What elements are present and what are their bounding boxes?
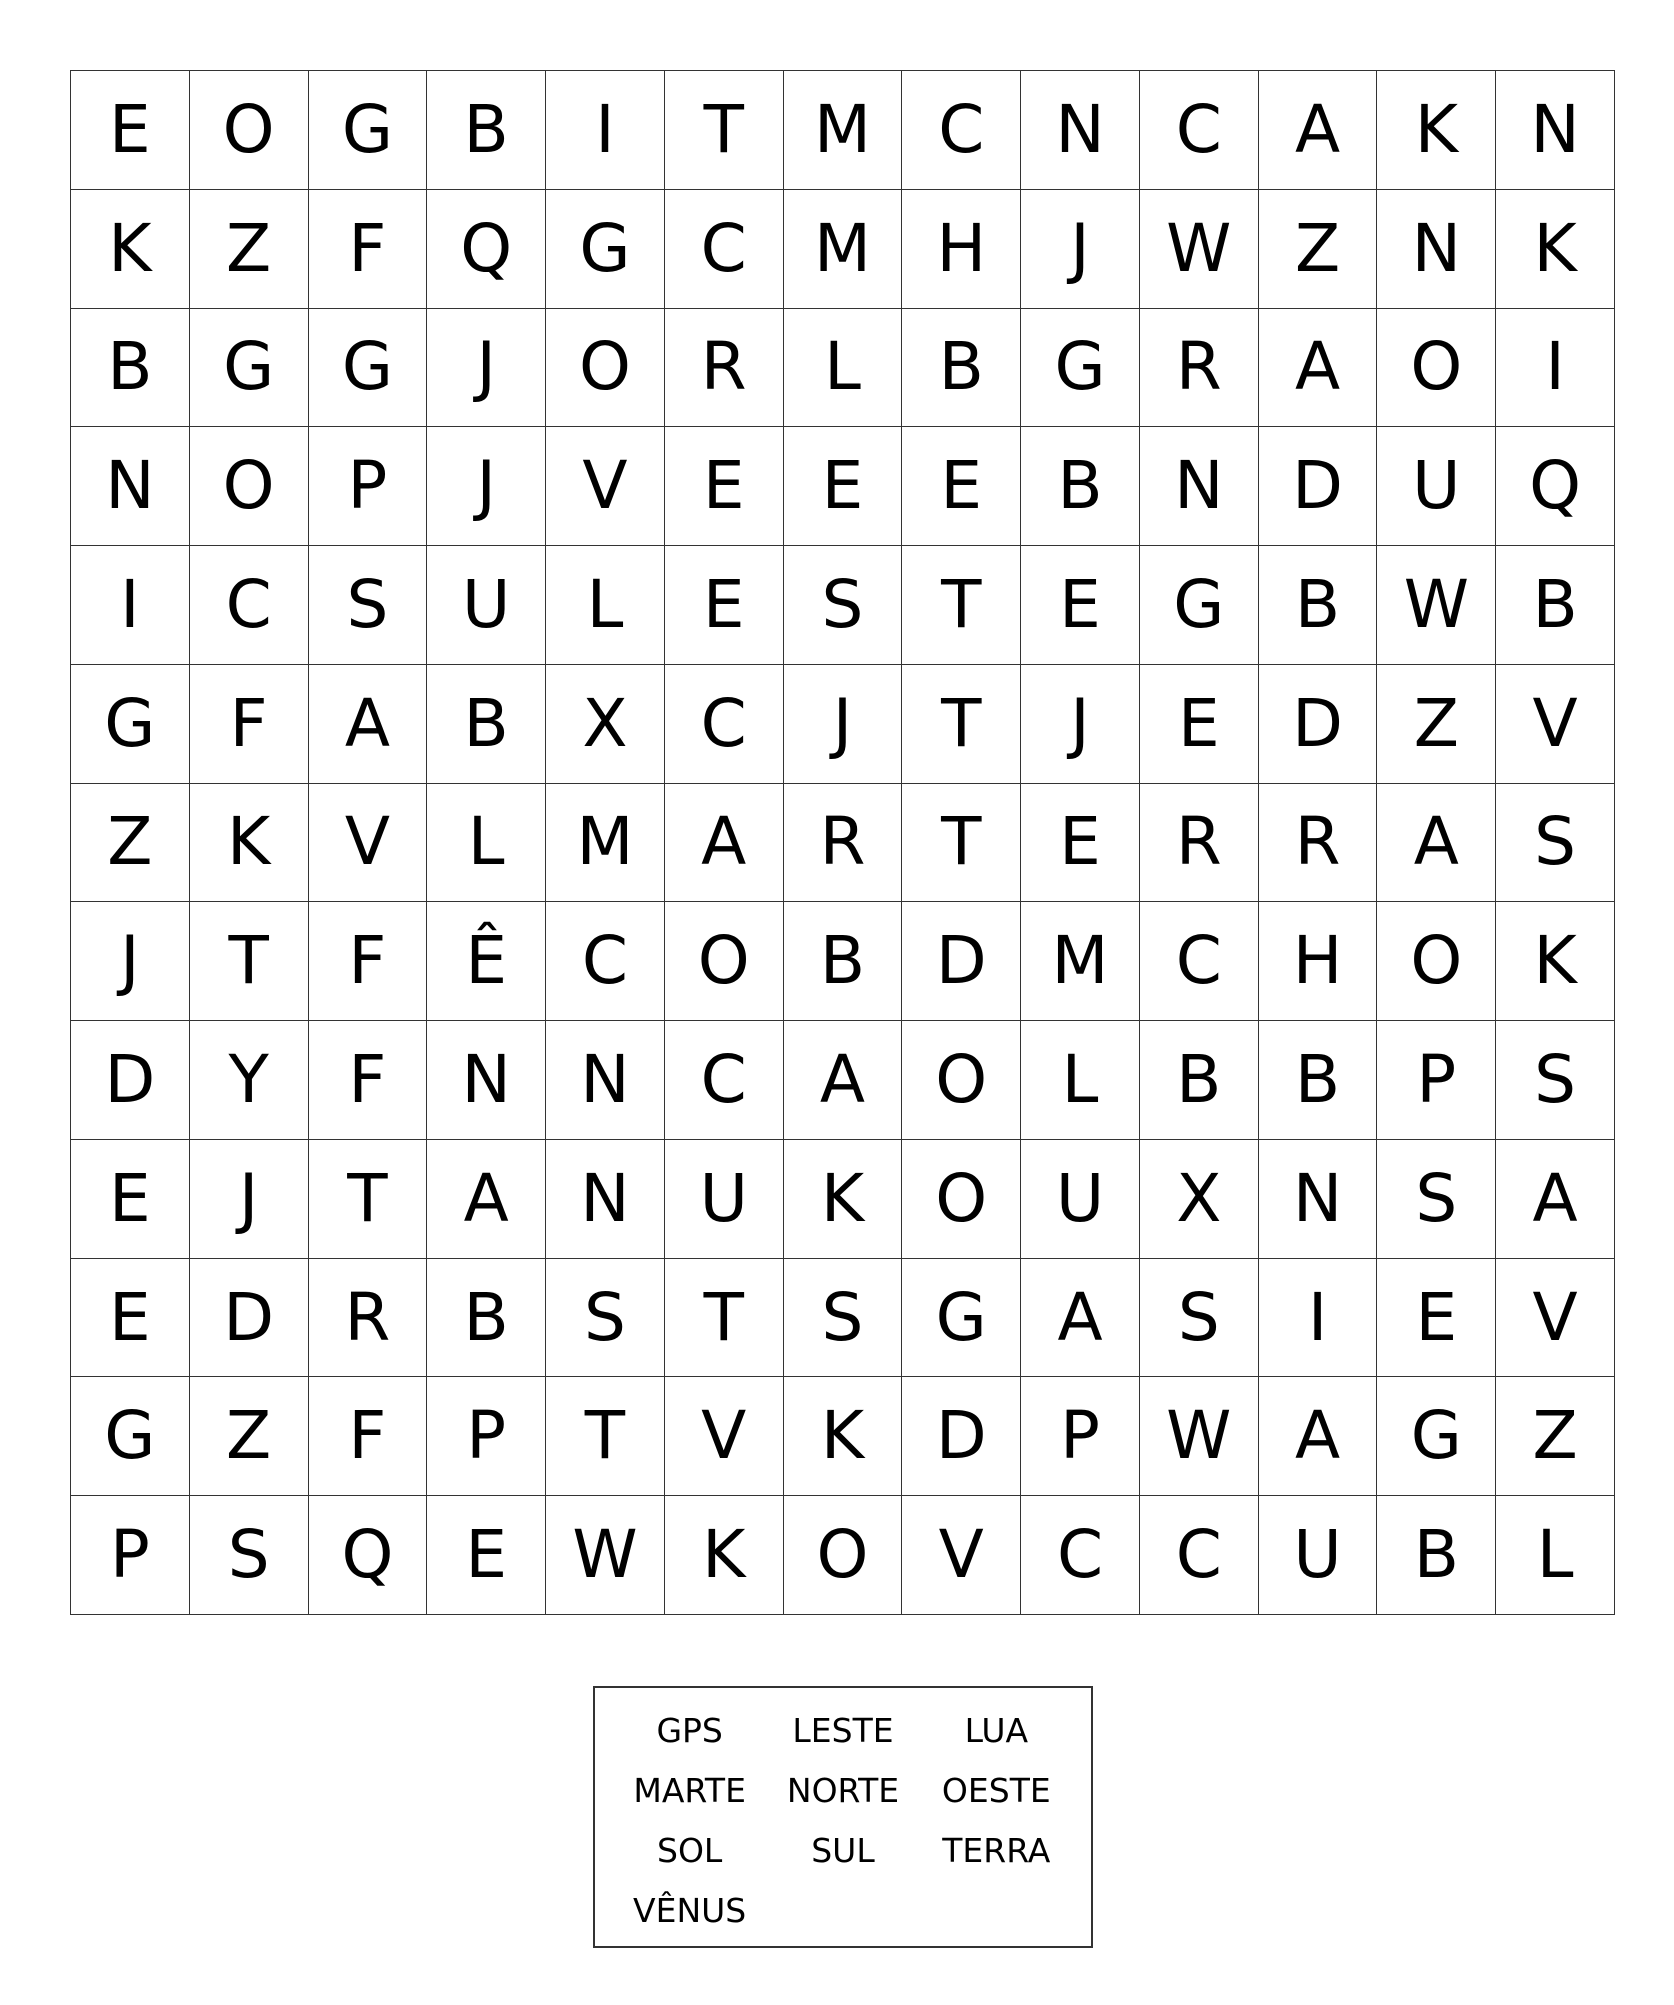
grid-cell[interactable]: R (665, 309, 784, 428)
grid-cell[interactable]: T (546, 1377, 665, 1496)
grid-cell[interactable]: V (902, 1496, 1021, 1615)
grid-cell[interactable]: E (902, 427, 1021, 546)
grid-cell[interactable]: E (665, 427, 784, 546)
grid-cell[interactable]: G (190, 309, 309, 428)
grid-cell[interactable]: N (427, 1021, 546, 1140)
grid-cell[interactable]: A (665, 784, 784, 903)
grid-cell[interactable]: J (1021, 665, 1140, 784)
grid-cell[interactable]: C (546, 902, 665, 1021)
grid-cell[interactable]: D (902, 1377, 1021, 1496)
word-list-item: TERRA (942, 1830, 1051, 1870)
grid-cell[interactable]: G (546, 190, 665, 309)
grid-cell[interactable]: K (784, 1140, 903, 1259)
grid-cell[interactable]: C (1021, 1496, 1140, 1615)
grid-cell[interactable]: W (1140, 190, 1259, 309)
grid-cell[interactable]: O (546, 309, 665, 428)
grid-cell[interactable]: M (1021, 902, 1140, 1021)
grid-cell[interactable]: Q (427, 190, 546, 309)
grid-cell[interactable]: O (902, 1140, 1021, 1259)
grid-cell[interactable]: B (427, 665, 546, 784)
grid-cell[interactable]: V (1496, 665, 1615, 784)
grid-cell[interactable]: C (1140, 902, 1259, 1021)
grid-cell[interactable]: O (190, 427, 309, 546)
grid-cell[interactable]: B (1021, 427, 1140, 546)
grid-cell[interactable]: A (784, 1021, 903, 1140)
grid-cell[interactable]: C (902, 71, 1021, 190)
word-list-item: LUA (964, 1710, 1029, 1750)
grid-cell[interactable]: T (665, 1259, 784, 1378)
grid-cell[interactable]: H (1259, 902, 1378, 1021)
grid-cell[interactable]: S (1496, 1021, 1615, 1140)
grid-cell[interactable]: E (71, 1140, 190, 1259)
grid-cell[interactable]: L (427, 784, 546, 903)
grid-cell[interactable]: W (546, 1496, 665, 1615)
grid-cell[interactable]: F (309, 1377, 428, 1496)
word-list-item: OESTE (941, 1770, 1051, 1810)
grid-cell[interactable]: D (71, 1021, 190, 1140)
grid-cell[interactable]: C (1140, 71, 1259, 190)
grid-cell[interactable]: N (546, 1140, 665, 1259)
grid-cell[interactable]: B (784, 902, 903, 1021)
word-list-item: GPS (656, 1710, 723, 1750)
grid-cell[interactable]: J (190, 1140, 309, 1259)
grid-cell[interactable]: G (71, 665, 190, 784)
grid-cell[interactable]: N (1496, 71, 1615, 190)
grid-cell[interactable]: E (427, 1496, 546, 1615)
grid-cell[interactable]: I (71, 546, 190, 665)
grid-cell[interactable]: K (190, 784, 309, 903)
grid-cell[interactable]: O (1377, 902, 1496, 1021)
grid-cell[interactable]: K (665, 1496, 784, 1615)
grid-cell[interactable]: Z (71, 784, 190, 903)
grid-cell[interactable]: L (784, 309, 903, 428)
grid-cell[interactable]: K (1496, 902, 1615, 1021)
grid-cell[interactable]: Z (190, 1377, 309, 1496)
grid-cell[interactable]: Z (1377, 665, 1496, 784)
grid-cell[interactable]: G (1021, 309, 1140, 428)
grid-cell[interactable]: O (1377, 309, 1496, 428)
grid-cell[interactable]: B (71, 309, 190, 428)
grid-cell[interactable]: S (1377, 1140, 1496, 1259)
grid-cell[interactable]: O (902, 1021, 1021, 1140)
grid-cell[interactable]: U (427, 546, 546, 665)
grid-cell[interactable]: S (784, 546, 903, 665)
grid-cell[interactable]: H (902, 190, 1021, 309)
grid-cell[interactable]: S (190, 1496, 309, 1615)
grid-cell[interactable]: J (427, 427, 546, 546)
grid-cell[interactable]: C (190, 546, 309, 665)
grid-cell[interactable]: P (71, 1496, 190, 1615)
grid-cell[interactable]: K (71, 190, 190, 309)
grid-cell[interactable]: M (784, 190, 903, 309)
grid-cell[interactable]: Z (1496, 1377, 1615, 1496)
letter-grid (70, 70, 1615, 1615)
grid-cell[interactable]: V (1496, 1259, 1615, 1378)
grid-cell[interactable]: S (784, 1259, 903, 1378)
grid-cell[interactable]: F (309, 902, 428, 1021)
grid-cell[interactable]: J (71, 902, 190, 1021)
grid-cell[interactable]: I (1496, 309, 1615, 428)
grid-cell[interactable]: P (1377, 1021, 1496, 1140)
grid-cell[interactable]: T (665, 71, 784, 190)
grid-cell[interactable]: U (1021, 1140, 1140, 1259)
grid-cell[interactable]: N (1140, 427, 1259, 546)
grid-cell[interactable]: R (784, 784, 903, 903)
grid-cell[interactable]: P (1021, 1377, 1140, 1496)
grid-cell[interactable]: A (1377, 784, 1496, 903)
grid-cell[interactable]: G (309, 71, 428, 190)
grid-cell[interactable]: A (1259, 1377, 1378, 1496)
grid-cell[interactable]: T (902, 784, 1021, 903)
grid-cell[interactable]: E (665, 546, 784, 665)
word-list-item: MARTE (633, 1770, 746, 1810)
grid-cell[interactable]: L (1021, 1021, 1140, 1140)
grid-cell[interactable]: P (427, 1377, 546, 1496)
grid-cell[interactable]: C (665, 190, 784, 309)
grid-cell[interactable]: Q (1496, 427, 1615, 546)
grid-cell[interactable]: O (190, 71, 309, 190)
grid-cell[interactable]: D (1259, 665, 1378, 784)
grid-cell[interactable]: P (309, 427, 428, 546)
grid-cell[interactable]: J (784, 665, 903, 784)
grid-cell[interactable]: K (784, 1377, 903, 1496)
grid-cell[interactable]: Q (309, 1496, 428, 1615)
word-list-item: LESTE (792, 1710, 894, 1750)
grid-cell[interactable]: S (1496, 784, 1615, 903)
grid-cell[interactable]: L (1496, 1496, 1615, 1615)
grid-cell[interactable]: U (1259, 1496, 1378, 1615)
grid-cell[interactable]: E (1021, 546, 1140, 665)
grid-cell[interactable]: B (1377, 1496, 1496, 1615)
grid-cell[interactable]: S (546, 1259, 665, 1378)
grid-cell[interactable]: K (1377, 71, 1496, 190)
grid-cell[interactable]: G (1377, 1377, 1496, 1496)
grid-cell[interactable]: M (784, 71, 903, 190)
grid-cell[interactable]: G (902, 1259, 1021, 1378)
grid-cell[interactable]: I (546, 71, 665, 190)
grid-cell[interactable]: B (1259, 546, 1378, 665)
grid-cell[interactable]: X (1140, 1140, 1259, 1259)
grid-cell[interactable]: E (784, 427, 903, 546)
grid-cell[interactable]: L (546, 546, 665, 665)
grid-cell[interactable]: U (665, 1140, 784, 1259)
grid-cell[interactable]: D (190, 1259, 309, 1378)
grid-cell[interactable]: N (71, 427, 190, 546)
grid-cell[interactable]: J (427, 309, 546, 428)
grid-cell[interactable]: E (1377, 1259, 1496, 1378)
grid-cell[interactable]: B (1140, 1021, 1259, 1140)
grid-cell[interactable]: G (71, 1377, 190, 1496)
grid-cell[interactable]: J (1021, 190, 1140, 309)
grid-cell[interactable]: K (1496, 190, 1615, 309)
grid-cell[interactable]: F (309, 190, 428, 309)
grid-cell[interactable]: A (1259, 309, 1378, 428)
grid-cell[interactable]: N (546, 1021, 665, 1140)
grid-cell[interactable]: F (309, 1021, 428, 1140)
grid-cell[interactable]: T (190, 902, 309, 1021)
grid-cell[interactable]: D (1259, 427, 1378, 546)
grid-cell[interactable]: X (546, 665, 665, 784)
grid-cell[interactable]: W (1377, 546, 1496, 665)
word-list (593, 1686, 1093, 1948)
grid-cell[interactable]: A (427, 1140, 546, 1259)
grid-cell[interactable]: G (309, 309, 428, 428)
grid-cell[interactable]: B (427, 1259, 546, 1378)
grid-cell[interactable]: V (665, 1377, 784, 1496)
grid-cell[interactable]: N (1259, 1140, 1378, 1259)
grid-cell[interactable]: E (71, 71, 190, 190)
grid-cell[interactable]: R (1140, 309, 1259, 428)
grid-cell[interactable]: Ê (427, 902, 546, 1021)
grid-cell[interactable]: V (309, 784, 428, 903)
grid-cell[interactable]: R (1140, 784, 1259, 903)
grid-cell[interactable]: Z (190, 190, 309, 309)
grid-cell[interactable]: I (1259, 1259, 1378, 1378)
grid-cell[interactable]: E (1021, 784, 1140, 903)
grid-cell[interactable]: B (1259, 1021, 1378, 1140)
grid-cell[interactable]: O (665, 902, 784, 1021)
grid-cell[interactable]: R (309, 1259, 428, 1378)
grid-cell[interactable]: A (1496, 1140, 1615, 1259)
grid-cell[interactable]: C (665, 665, 784, 784)
grid-cell[interactable]: B (427, 71, 546, 190)
grid-cell[interactable]: B (1496, 546, 1615, 665)
grid-cell[interactable]: R (1259, 784, 1378, 903)
word-list-item: NORTE (786, 1770, 900, 1810)
grid-cell[interactable]: U (1377, 427, 1496, 546)
grid-cell[interactable]: S (309, 546, 428, 665)
grid-cell[interactable]: T (902, 546, 1021, 665)
word-list-item: SOL (657, 1830, 723, 1870)
grid-cell[interactable]: G (1140, 546, 1259, 665)
grid-cell[interactable]: E (71, 1259, 190, 1378)
word-list-item: SUL (811, 1830, 875, 1870)
grid-cell[interactable]: S (1140, 1259, 1259, 1378)
grid-cell[interactable]: B (902, 309, 1021, 428)
grid-cell[interactable]: T (902, 665, 1021, 784)
grid-cell[interactable]: E (1140, 665, 1259, 784)
grid-cell[interactable]: D (902, 902, 1021, 1021)
grid-cell[interactable]: V (546, 427, 665, 546)
grid-cell[interactable]: A (1259, 71, 1378, 190)
grid-cell[interactable]: M (546, 784, 665, 903)
grid-cell[interactable]: N (1021, 71, 1140, 190)
grid-cell[interactable]: C (665, 1021, 784, 1140)
grid-cell[interactable]: O (784, 1496, 903, 1615)
grid-cell[interactable]: F (190, 665, 309, 784)
grid-cell[interactable]: C (1140, 1496, 1259, 1615)
grid-cell[interactable]: N (1377, 190, 1496, 309)
grid-cell[interactable]: Z (1259, 190, 1378, 309)
word-list-item: VÊNUS (633, 1890, 747, 1930)
grid-cell[interactable]: W (1140, 1377, 1259, 1496)
grid-cell[interactable]: A (1021, 1259, 1140, 1378)
grid-cell[interactable]: T (309, 1140, 428, 1259)
grid-cell[interactable]: Y (190, 1021, 309, 1140)
grid-cell[interactable]: A (309, 665, 428, 784)
